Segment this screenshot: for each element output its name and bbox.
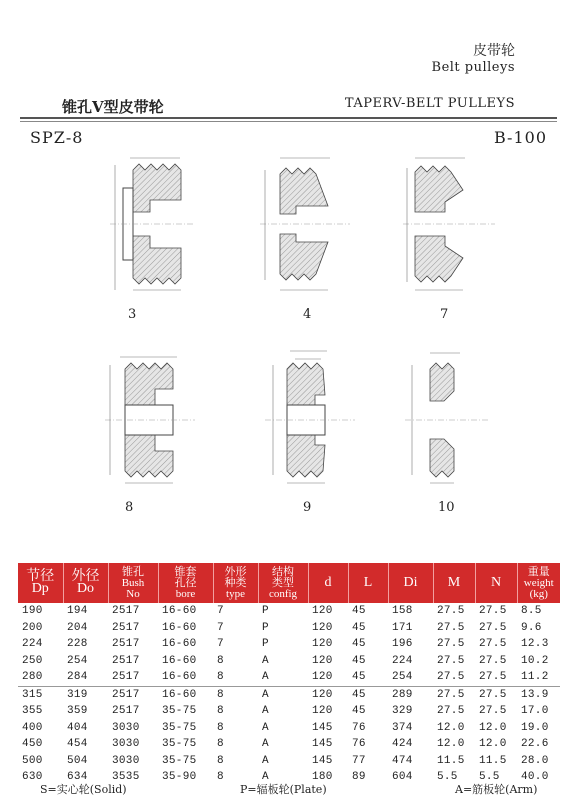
table-cell: 250 bbox=[22, 654, 43, 667]
table-cell: 224 bbox=[392, 654, 413, 667]
legend-arm: A=筋板轮(Arm) bbox=[455, 783, 538, 796]
table-cell: 8 bbox=[217, 771, 224, 784]
table-cell: 224 bbox=[22, 638, 43, 651]
table-cell: 2517 bbox=[112, 605, 140, 618]
table-cell: 16-60 bbox=[162, 638, 197, 651]
table-cell: 2517 bbox=[112, 671, 140, 684]
table-cell: 254 bbox=[392, 671, 413, 684]
table-cell: 27.5 bbox=[437, 671, 465, 684]
table-cell: A bbox=[262, 771, 269, 784]
table-body bbox=[18, 603, 560, 786]
table-cell: 27.5 bbox=[437, 654, 465, 667]
pulley-drawing-type-3 bbox=[95, 150, 205, 300]
table-cell: 630 bbox=[22, 771, 43, 784]
pulley-drawing-type-8 bbox=[95, 345, 205, 490]
table-cell: 450 bbox=[22, 738, 43, 751]
table-cell: A bbox=[262, 754, 269, 767]
table-cell: 27.5 bbox=[479, 654, 507, 667]
table-cell: 22.6 bbox=[521, 738, 549, 751]
subtitle-cn: 锥孔V型皮带轮 bbox=[62, 98, 164, 116]
table-cell: 35-75 bbox=[162, 754, 197, 767]
table-cell: 16-60 bbox=[162, 605, 197, 618]
table-cell: 8 bbox=[213, 686, 258, 703]
table-cell: 2517 bbox=[112, 621, 140, 634]
table-cell: 16-60 bbox=[162, 621, 197, 634]
table-cell: 3030 bbox=[112, 754, 140, 767]
table-cell: 500 bbox=[22, 754, 43, 767]
table-cell: 8 bbox=[217, 705, 224, 718]
table-cell: 171 bbox=[392, 621, 413, 634]
table-cell: 634 bbox=[67, 771, 88, 784]
figure-label-10: 10 bbox=[438, 500, 455, 515]
col-header-n: N bbox=[475, 563, 517, 603]
table-row bbox=[18, 636, 560, 653]
col-header-do: 外径 Do bbox=[63, 563, 108, 603]
table-cell: 12.0 bbox=[479, 738, 507, 751]
table-cell: 8 bbox=[217, 671, 224, 684]
pulley-drawing-type-7 bbox=[395, 150, 505, 300]
figure-label-3: 3 bbox=[128, 307, 137, 322]
col-header-bush: 锥孔 Bush No bbox=[108, 563, 158, 603]
table-cell: 120 bbox=[312, 605, 333, 618]
col-header-bore: 锥套 孔径 bore bbox=[158, 563, 213, 603]
table-cell: 120 bbox=[312, 638, 333, 651]
table-cell: P bbox=[262, 605, 269, 618]
figure-label-4: 4 bbox=[303, 307, 312, 322]
table-cell: 35-75 bbox=[162, 738, 197, 751]
table-cell: 77 bbox=[352, 754, 366, 767]
table-row bbox=[18, 720, 560, 737]
table-cell: 16-60 bbox=[158, 686, 213, 703]
pulley-drawing-type-9 bbox=[255, 345, 365, 490]
table-cell: 2517 bbox=[108, 686, 158, 703]
table-cell: 474 bbox=[392, 754, 413, 767]
table-cell: 254 bbox=[67, 654, 88, 667]
col-header-m: M bbox=[433, 563, 475, 603]
table-cell: 504 bbox=[67, 754, 88, 767]
table-cell: 27.5 bbox=[479, 638, 507, 651]
figure-label-7: 7 bbox=[440, 307, 449, 322]
table-cell: 27.5 bbox=[479, 705, 507, 718]
header-rule-thin bbox=[20, 121, 557, 122]
table-cell: 329 bbox=[392, 705, 413, 718]
col-header-weight: 重量 weight (kg) bbox=[517, 563, 560, 603]
table-cell: 9.6 bbox=[521, 621, 542, 634]
table-cell: 13.9 bbox=[517, 686, 560, 703]
table-cell: 27.5 bbox=[437, 705, 465, 718]
figure-label-8: 8 bbox=[125, 500, 134, 515]
table-cell: A bbox=[262, 721, 269, 734]
table-cell: 27.5 bbox=[433, 686, 475, 703]
series-label: SPZ-8 bbox=[30, 128, 84, 147]
table-cell: 374 bbox=[392, 721, 413, 734]
table-cell: 12.0 bbox=[437, 721, 465, 734]
table-row bbox=[18, 620, 560, 637]
table-cell: 45 bbox=[352, 654, 366, 667]
table-cell: 319 bbox=[63, 686, 108, 703]
table-cell: P bbox=[262, 638, 269, 651]
table-cell: 424 bbox=[392, 738, 413, 751]
table-cell: 12.0 bbox=[479, 721, 507, 734]
table-row bbox=[18, 603, 560, 620]
catalog-code: B-100 bbox=[494, 128, 547, 147]
table-cell: A bbox=[258, 686, 308, 703]
table-cell: 28.0 bbox=[521, 754, 549, 767]
table-cell: 289 bbox=[388, 686, 433, 703]
table-cell: 45 bbox=[352, 705, 366, 718]
table-row bbox=[18, 669, 560, 686]
table-cell: 35-90 bbox=[162, 771, 197, 784]
table-cell: 45 bbox=[352, 605, 366, 618]
legend-solid: S=实心轮(Solid) bbox=[40, 783, 127, 796]
table-cell: 45 bbox=[352, 621, 366, 634]
table-row bbox=[18, 736, 560, 753]
table-cell: 280 bbox=[22, 671, 43, 684]
table-cell: 120 bbox=[312, 654, 333, 667]
table-cell: 19.0 bbox=[521, 721, 549, 734]
table-cell: 27.5 bbox=[479, 621, 507, 634]
table-cell: 11.2 bbox=[521, 671, 549, 684]
table-cell: 315 bbox=[18, 686, 63, 703]
table-cell: 355 bbox=[22, 705, 43, 718]
table-cell: 45 bbox=[348, 686, 388, 703]
table-cell: P bbox=[262, 621, 269, 634]
table-cell: 27.5 bbox=[479, 605, 507, 618]
table-cell: 2517 bbox=[112, 654, 140, 667]
title-cn: 皮带轮 bbox=[473, 43, 515, 59]
table-header-row bbox=[18, 563, 560, 603]
legend-plate: P=辐板轮(Plate) bbox=[240, 783, 327, 796]
pulley-drawing-type-10 bbox=[400, 345, 500, 490]
table-cell: 16-60 bbox=[162, 654, 197, 667]
table-cell: 8 bbox=[217, 721, 224, 734]
table-cell: 120 bbox=[312, 705, 333, 718]
table-cell: 5.5 bbox=[479, 771, 500, 784]
table-cell: 8 bbox=[217, 738, 224, 751]
col-header-config: 结构 类型 config bbox=[258, 563, 308, 603]
table-cell: 89 bbox=[352, 771, 366, 784]
table-cell: 7 bbox=[217, 621, 224, 634]
table-cell: 40.0 bbox=[521, 771, 549, 784]
table-cell: 7 bbox=[217, 638, 224, 651]
table-cell: 27.5 bbox=[475, 686, 517, 703]
table-cell: 76 bbox=[352, 738, 366, 751]
col-header-dp: 节径 Dp bbox=[18, 563, 63, 603]
table-cell: 10.2 bbox=[521, 654, 549, 667]
table-cell: 359 bbox=[67, 705, 88, 718]
table-cell: 145 bbox=[312, 754, 333, 767]
table-cell: 145 bbox=[312, 721, 333, 734]
header-rule bbox=[20, 117, 557, 119]
table-cell: 228 bbox=[67, 638, 88, 651]
pulley-spec-table bbox=[18, 563, 560, 786]
title-en: Belt pulleys bbox=[431, 60, 515, 75]
table-cell: 604 bbox=[392, 771, 413, 784]
col-header-l: L bbox=[348, 563, 388, 603]
table-row bbox=[18, 703, 560, 720]
table-cell: 190 bbox=[22, 605, 43, 618]
table-row bbox=[18, 686, 560, 703]
table-cell: 3030 bbox=[112, 738, 140, 751]
table-cell: 12.3 bbox=[521, 638, 549, 651]
table-cell: 3030 bbox=[112, 721, 140, 734]
table-cell: 284 bbox=[67, 671, 88, 684]
table-cell: 27.5 bbox=[479, 671, 507, 684]
table-cell: 204 bbox=[67, 621, 88, 634]
table-cell: 5.5 bbox=[437, 771, 458, 784]
table-cell: 35-75 bbox=[162, 705, 197, 718]
table-cell: 194 bbox=[67, 605, 88, 618]
table-cell: 27.5 bbox=[437, 605, 465, 618]
table-cell: 17.0 bbox=[521, 705, 549, 718]
col-header-type: 外形 种类 type bbox=[213, 563, 258, 603]
table-cell: 8 bbox=[217, 754, 224, 767]
table-cell: A bbox=[262, 671, 269, 684]
subtitle-en: TAPERV-BELT PULLEYS bbox=[344, 96, 515, 111]
table-cell: 16-60 bbox=[162, 671, 197, 684]
table-cell: 27.5 bbox=[437, 638, 465, 651]
table-row bbox=[18, 653, 560, 670]
table-cell: 180 bbox=[312, 771, 333, 784]
table-cell: 2517 bbox=[112, 705, 140, 718]
table-cell: 145 bbox=[312, 738, 333, 751]
table-cell: 196 bbox=[392, 638, 413, 651]
table-cell: 120 bbox=[312, 621, 333, 634]
table-cell: 120 bbox=[308, 686, 348, 703]
table-cell: 404 bbox=[67, 721, 88, 734]
table-cell: A bbox=[262, 654, 269, 667]
table-cell: 11.5 bbox=[437, 754, 465, 767]
table-row bbox=[18, 753, 560, 770]
col-header-di: Di bbox=[388, 563, 433, 603]
table-cell: 27.5 bbox=[437, 621, 465, 634]
table-cell: 11.5 bbox=[479, 754, 507, 767]
table-cell: 3535 bbox=[112, 771, 140, 784]
table-cell: 45 bbox=[352, 638, 366, 651]
table-cell: 45 bbox=[352, 671, 366, 684]
table-cell: 8 bbox=[217, 654, 224, 667]
table-cell: 76 bbox=[352, 721, 366, 734]
table-cell: 7 bbox=[217, 605, 224, 618]
table-cell: 12.0 bbox=[437, 738, 465, 751]
table-cell: 454 bbox=[67, 738, 88, 751]
table-cell: 158 bbox=[392, 605, 413, 618]
figure-label-9: 9 bbox=[303, 500, 312, 515]
table-cell: 400 bbox=[22, 721, 43, 734]
table-cell: A bbox=[262, 738, 269, 751]
table-cell: A bbox=[262, 705, 269, 718]
table-cell: 8.5 bbox=[521, 605, 542, 618]
table-cell: 120 bbox=[312, 671, 333, 684]
table-cell: 200 bbox=[22, 621, 43, 634]
pulley-drawing-type-4 bbox=[250, 150, 360, 300]
col-header-d: d bbox=[308, 563, 348, 603]
table-cell: 35-75 bbox=[162, 721, 197, 734]
table-cell: 2517 bbox=[112, 638, 140, 651]
